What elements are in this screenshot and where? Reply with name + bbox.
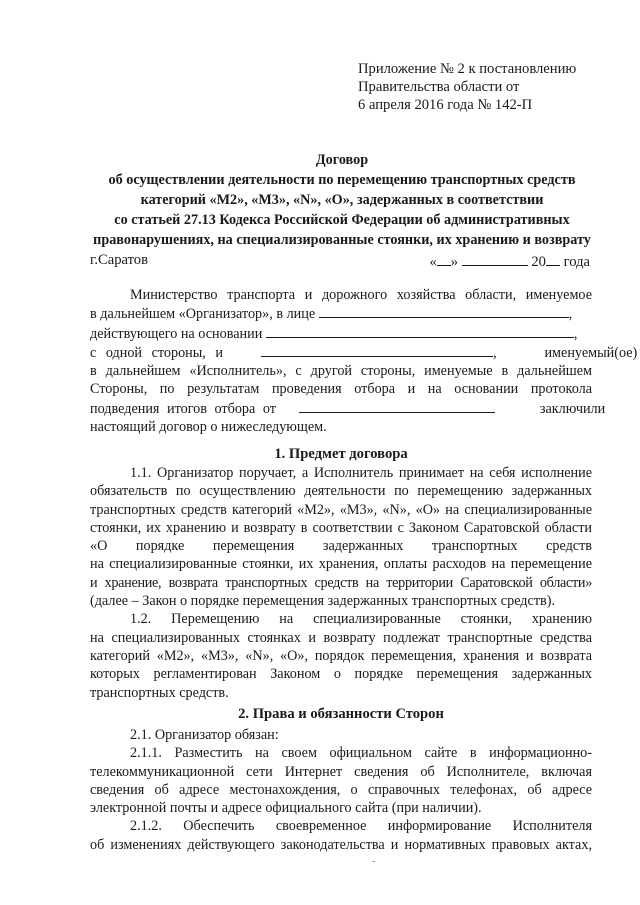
text-line: электронной почты и адресе официального сайта (при наличии). xyxy=(90,800,482,817)
text-line: которых регламентирован Законом о порядке перемещения задержанных xyxy=(90,666,592,683)
month-blank[interactable] xyxy=(462,252,528,266)
text-fragment: подведения итогов отбора от xyxy=(90,400,276,417)
scan-speck: - xyxy=(372,856,376,867)
date-open-quote: « xyxy=(429,254,437,270)
text-line: с одной стороны, и , именуемый(ое) xyxy=(90,344,638,361)
text-line: 1.2. Перемещению на специализированные стоянки, хранению xyxy=(130,611,592,628)
text-line: на специализированных стоянках и возврату подлежат транспортные средства xyxy=(90,629,592,646)
text-fragment: в дальнейшем «Организатор», в лице xyxy=(90,306,316,323)
title-line: об осуществлении деятельности по перемещению транспортных средств xyxy=(108,172,576,188)
appendix-line: Приложение № 2 к постановлению xyxy=(358,61,577,77)
text-line: об изменениях действующего законодательства и нормативных правовых актах, xyxy=(90,836,592,853)
text-line xyxy=(90,399,606,418)
text-line: телекоммуникационной сети Интернет сведения об Исполнителе, включая xyxy=(90,763,592,780)
year-blank[interactable] xyxy=(546,252,560,266)
section-heading: 1. Предмет договора xyxy=(274,446,408,462)
text-fragment: заключили xyxy=(539,400,606,417)
text-line: «О порядке перемещения задержанных транспортных средств xyxy=(90,538,592,555)
representative-blank[interactable] xyxy=(319,304,569,318)
text-line: Стороны, по результатам проведения отбора и на основании протокола xyxy=(90,381,592,398)
text-line: стоянки, их хранению и возврату в соответствии с Законом Саратовской области xyxy=(90,519,592,536)
contractor-blank[interactable] xyxy=(261,343,493,357)
title-line: со статьей 27.13 Кодекса Российской Федерации об административных xyxy=(114,212,570,228)
text-line: транспортных средств категорий «М2», «М3», «N», «О» на специализированные xyxy=(90,501,592,518)
text-line: на специализированные стоянки, их хранения, оплаты расходов на перемещение xyxy=(90,556,592,573)
protocol-date-blank[interactable] xyxy=(299,399,495,413)
text-fragment: действующего на основании xyxy=(90,325,263,342)
basis-blank[interactable] xyxy=(266,324,574,338)
text-line: (далее – Закон о порядке перемещения задержанных транспортных средств). xyxy=(90,593,555,610)
text-line: Министерство транспорта и дорожного хозяйства области, именуемое xyxy=(130,287,592,303)
text-line: транспортных средств. xyxy=(90,684,229,701)
year-suffix: года xyxy=(563,254,590,270)
text-fragment: с одной стороны, и xyxy=(90,344,223,361)
text-line: 2.1.1. Разместить на своем официальном сайте в информационно- xyxy=(130,745,592,762)
appendix-line: 6 апреля 2016 года № 142-П xyxy=(358,97,533,113)
text-line: категорий «М2», «М3», «N», «О», порядок перемещения, хранения и возврата xyxy=(90,647,592,664)
appendix-note xyxy=(358,60,576,114)
text-fragment: именуемый(ое) xyxy=(544,344,638,361)
title-line: Договор xyxy=(315,152,369,168)
text-line: 2.1.2. Обеспечить своевременное информирование Исполнителя xyxy=(130,818,592,835)
year-prefix: 20 xyxy=(531,254,546,270)
text-line: в дальнейшем «Исполнитель», с другой стороны, именуемые в дальнейшем xyxy=(90,363,592,380)
section-heading: 2. Права и обязанности Сторон xyxy=(238,706,444,722)
text-line: и хранение, возврата транспортных средств на территории Саратовской области» xyxy=(90,574,592,591)
preamble xyxy=(90,286,638,436)
day-blank[interactable] xyxy=(437,252,451,266)
text-line: обязательств по осуществлению деятельности по перемещению задержанных xyxy=(90,483,592,500)
text-line: сведения об адресе местонахождения, о справочных телефонах, об адресе xyxy=(90,781,592,798)
section-1-text xyxy=(90,464,592,702)
text-line: в дальнейшем «Организатор», в лице , xyxy=(90,306,573,323)
text-line: 1.1. Организатор поручает, а Исполнитель принимает на себя исполнение xyxy=(130,465,592,481)
title-line: категорий «М2», «М3», «N», «О», задержанных в соответствии xyxy=(140,192,544,208)
title-line: правонарушениях, на специализированные стоянки, их хранению и возврату xyxy=(93,232,591,248)
text-line: действующего на основании , xyxy=(90,325,578,342)
section-2-text xyxy=(90,726,592,854)
document-title xyxy=(80,150,604,250)
date-close-quote: » xyxy=(450,254,459,270)
city: г.Саратов xyxy=(90,252,148,268)
appendix-line: Правительства области от xyxy=(358,79,520,95)
text-line: настоящий договор о нижеследующем. xyxy=(90,419,327,436)
contract-date xyxy=(429,252,590,271)
text-line: 2.1. Организатор обязан: xyxy=(130,727,279,743)
